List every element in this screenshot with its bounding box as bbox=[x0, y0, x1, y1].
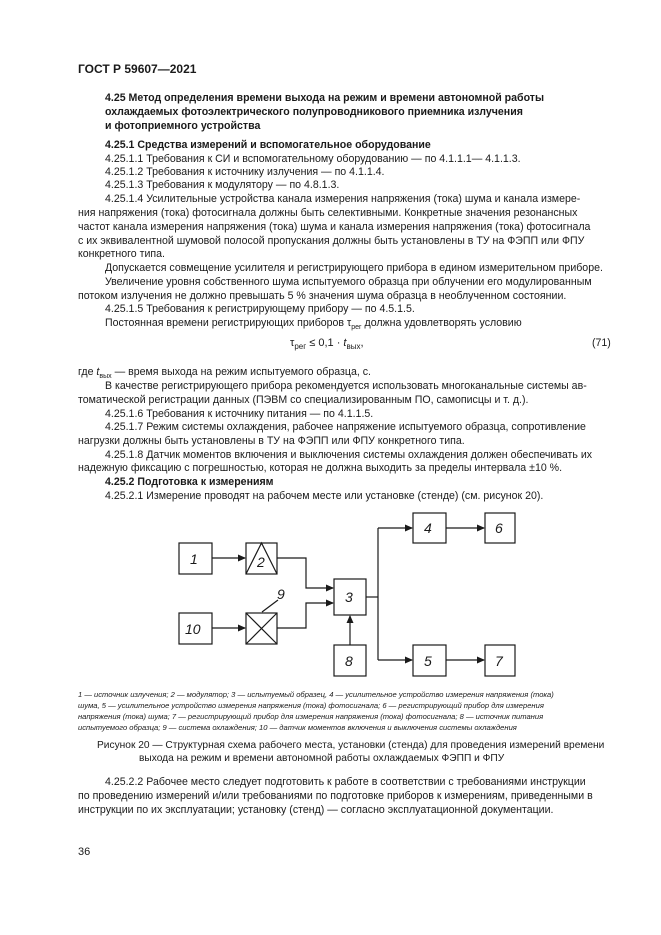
section-title-line-2: охлаждаемых фотоэлектрического полупроводникового приемника излучения bbox=[105, 106, 523, 118]
paragraph-4-25-1-4-line-2: ния напряжения (тока) фотосигнала должны быть селективными. Конкретные значения резонансных bbox=[78, 207, 578, 219]
label-5: 5 bbox=[424, 653, 432, 669]
paragraph-combination: Допускается совмещение усилителя и регистрирующего прибора в едином измерительном приборе. bbox=[105, 262, 603, 274]
subsection-4-25-2: 4.25.2 Подготовка к измерениям bbox=[105, 476, 274, 488]
subsection-4-25-1: 4.25.1 Средства измерений и вспомогательное оборудование bbox=[105, 139, 431, 151]
paragraph-4-25-1-4-line-4: с их эквивалентной шумовой полосой пропускания должны быть установлены в ТУ на ФЭПП или ФПУ bbox=[78, 235, 585, 247]
paragraph-recommendation-line-2: томатической регистрации данных (ПЭВМ со специализированным ПО, самописцы и т. д.). bbox=[78, 394, 529, 406]
paragraph-4-25-1-5: 4.25.1.5 Требования к регистрирующему прибору — по 4.5.1.5. bbox=[105, 303, 415, 315]
figure-caption-line-1: Рисунок 20 — Структурная схема рабочего места, установки (стенда) для проведения измерений времени bbox=[97, 740, 605, 751]
label-8: 8 bbox=[345, 653, 353, 669]
label-1: 1 bbox=[190, 551, 198, 567]
paragraph-4-25-1-4-line-3: частот канала измерения напряжения (тока) шума и канала измерения напряжения (тока) фотосигнала bbox=[78, 221, 591, 233]
paragraph-4-25-1-8-line-2: надежную фиксацию с погрешностью, которая не должна выходить за пределы интервала ±10 %. bbox=[78, 462, 563, 474]
paragraph-4-25-2-1: 4.25.2.1 Измерение проводят на рабочем месте или установке (стенде) (см. рисунок 20). bbox=[105, 490, 544, 502]
paragraph-4-25-2-2-line-3: инструкции по их эксплуатации; установку (стенд) — согласно эксплуатационной документации. bbox=[78, 804, 554, 816]
legend-line-4: испытуемого образца; 9 — система охлаждения; 10 — датчик моментов включения и выключения системы охлаждения bbox=[78, 723, 517, 732]
paragraph-4-25-1-1: 4.25.1.1 Требования к СИ и вспомогательному оборудованию — по 4.1.1.1— 4.1.1.3. bbox=[105, 153, 521, 165]
section-title-line-1: 4.25 Метод определения времени выхода на режим и времени автономной работы bbox=[105, 92, 545, 104]
paragraph-4-25-1-6: 4.25.1.6 Требования к источнику питания — по 4.1.1.5. bbox=[105, 408, 374, 420]
paragraph-noise-line-1: Увеличение уровня собственного шума испытуемого образца при облучении его модулированным bbox=[105, 276, 592, 288]
where-clause: где $t_{вых}$ — время выхода на режим испытуемого образца, с. bbox=[78, 366, 371, 381]
paragraph-4-25-1-2: 4.25.1.2 Требования к источнику излучения — по 4.1.1.4. bbox=[105, 166, 385, 178]
paragraph-4-25-1-7-line-2: нагрузки должны быть установлены в ТУ на ФЭПП или ФПУ конкретного типа. bbox=[78, 435, 465, 447]
paragraph-4-25-2-2-line-2: по проведению измерений и/или требованиями по подготовке приборов к измерениям, приведенными в bbox=[78, 790, 593, 802]
section-title-line-3: и фотоприемного устройства bbox=[105, 120, 261, 132]
figure-caption-line-2: выхода на режим и времени автономной работы охлаждаемых ФЭПП и ФПУ bbox=[139, 753, 505, 764]
paragraph-4-25-2-2-line-1: 4.25.2.2 Рабочее место следует подготовить к работе в соответствии с требованиями инструкции bbox=[105, 776, 586, 788]
formula-71: $\tau_{рег} \le 0,1 \cdot t_{вых}$, bbox=[290, 337, 364, 352]
tau-symbol: τ bbox=[347, 317, 352, 329]
paragraph-4-25-1-4-line-5: конкретного типа. bbox=[78, 248, 165, 260]
legend-line-1: 1 — источник излучения; 2 — модулятор; 3 — испытуемый образец, 4 — усилительное устройство измерения напряжения (тока) bbox=[78, 690, 554, 699]
paragraph-4-25-1-7-line-1: 4.25.1.7 Режим системы охлаждения, рабочее напряжение испытуемого образца, сопротивление bbox=[105, 421, 586, 433]
label-6: 6 bbox=[495, 520, 503, 536]
paragraph-recommendation-line-1: В качестве регистрирующего прибора рекомендуется использовать многоканальные системы ав- bbox=[105, 380, 587, 392]
formula-number: (71) bbox=[592, 337, 611, 349]
page-number: 36 bbox=[78, 846, 91, 858]
label-9: 9 bbox=[277, 586, 285, 602]
label-2: 2 bbox=[257, 554, 265, 570]
paragraph-4-25-1-8-line-1: 4.25.1.8 Датчик моментов включения и выключения системы охлаждения должен обеспечивать их bbox=[105, 449, 593, 461]
paragraph-noise-line-2: потоком излучения не должно превышать 5 % значения шума образца в необлученном состоянии. bbox=[78, 290, 567, 302]
label-7: 7 bbox=[495, 653, 503, 669]
label-4: 4 bbox=[424, 520, 432, 536]
legend-line-3: напряжения (тока) шума; 7 — регистрирующий прибор для измерения напряжения (тока) фотосигнала; 8 — источник питания bbox=[78, 712, 544, 721]
paragraph-time-constant: Постоянная времени регистрирующих приборов $\tau_{рег}$ должна удовлетворять условию bbox=[105, 317, 522, 332]
paragraph-4-25-1-3: 4.25.1.3 Требования к модулятору — по 4.8.1.3. bbox=[105, 179, 340, 191]
label-3: 3 bbox=[345, 589, 353, 605]
legend-line-2: шума, 5 — усилительное устройство измерения напряжения (тока) фотосигнала; 6 — регистрирующий прибор для измерения bbox=[78, 701, 544, 710]
paragraph-4-25-1-4-line-1: 4.25.1.4 Усилительные устройства канала измерения напряжения (тока) шума и канала измере- bbox=[105, 193, 581, 205]
label-10: 10 bbox=[185, 621, 201, 637]
document-header: ГОСТ Р 59607—2021 bbox=[78, 62, 197, 76]
